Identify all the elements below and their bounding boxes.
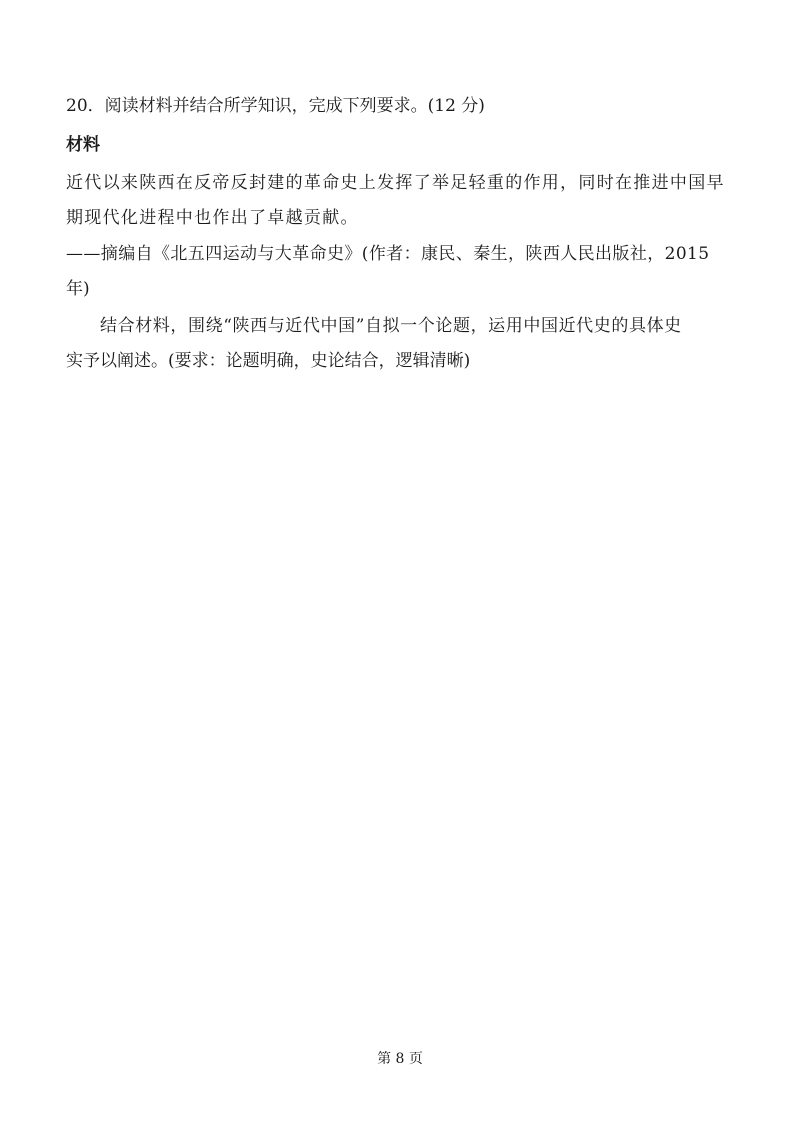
material-source-line-2: 年) — [66, 279, 90, 299]
material-source-line-1: ——摘编自《北五四运动与大革命史》(作者：康民、秦生，陕西人民出版社，2015 — [66, 244, 710, 264]
task-instruction-line-2: 实予以阐述。(要求：论题明确，史论结合，逻辑清晰) — [66, 351, 471, 371]
task-instruction-line-1: 结合材料，围绕“陕西与近代中国”自拟一个论题，运用中国近代史的具体史 — [100, 316, 682, 336]
material-text-line-1: 近代以来陕西在反帝反封建的革命史上发挥了举足轻重的作用，同时在推进中国早 — [66, 173, 725, 193]
material-heading: 材料 — [66, 135, 100, 155]
material-text-line-2: 期现代化进程中也作出了卓越贡献。 — [66, 208, 359, 228]
page-number: 第 8 页 — [377, 1051, 423, 1067]
question-prompt: 20．阅读材料并结合所学知识，完成下列要求。(12 分) — [66, 96, 485, 116]
